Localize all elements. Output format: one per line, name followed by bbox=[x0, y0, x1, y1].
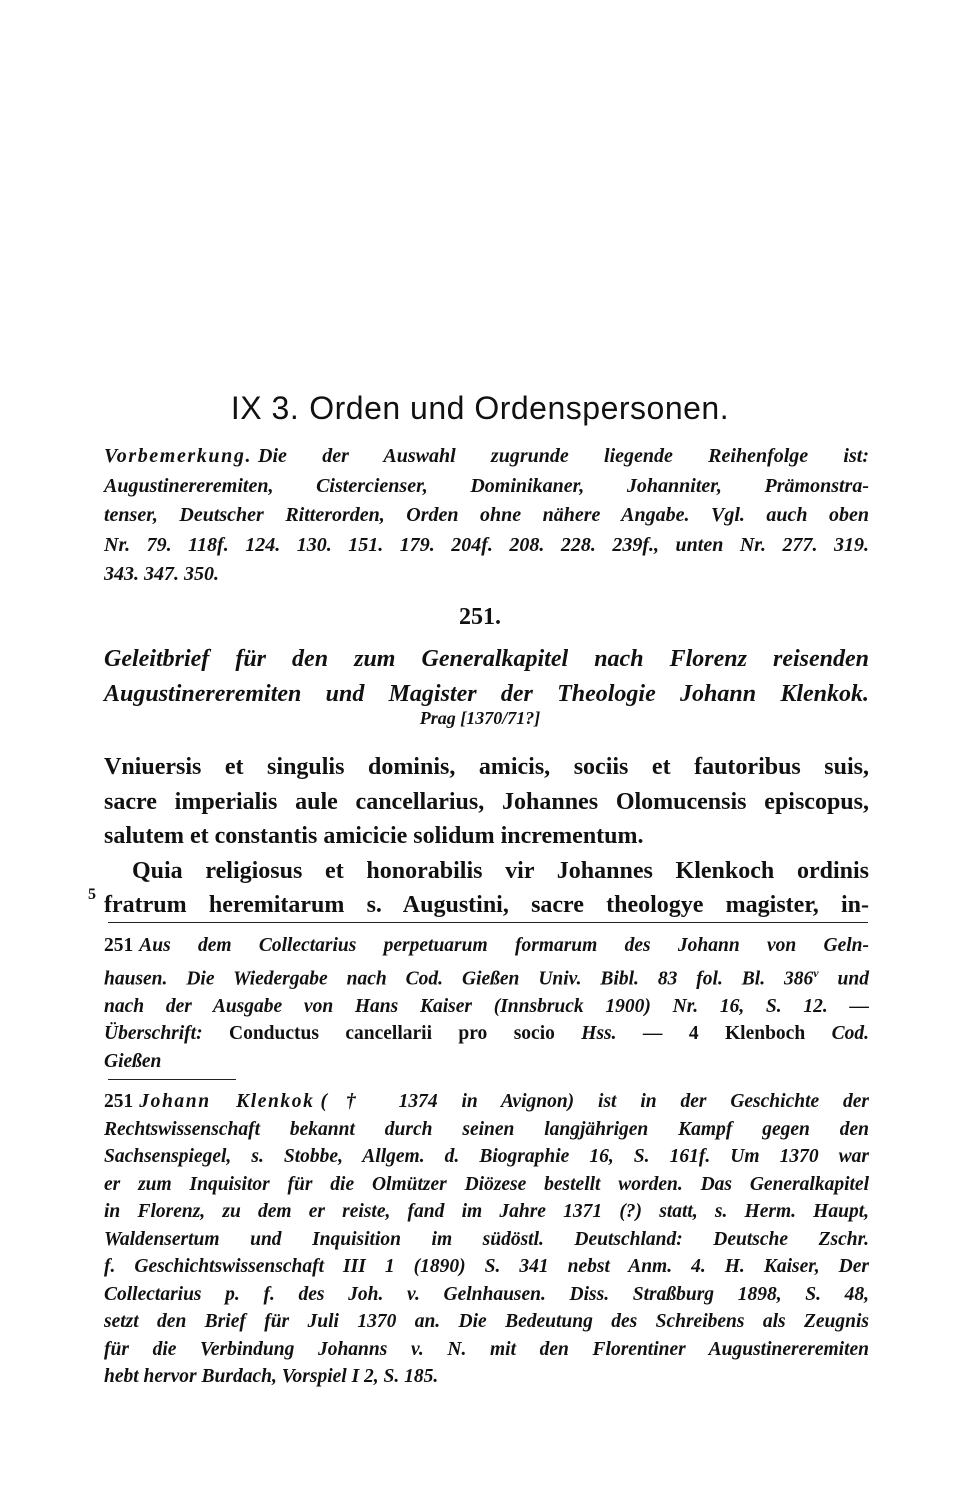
intro-line-1: Vorbemerkung. Die der Auswahl zugrunde liegende Reihenfolge ist: bbox=[104, 445, 869, 467]
folio-superscript: v bbox=[813, 965, 819, 980]
apparatus-divider bbox=[108, 922, 868, 923]
text-line-3: salutem et constantis amicicie solidum incrementum. bbox=[104, 823, 644, 849]
apparatus-line-5: Gießen bbox=[104, 1050, 162, 1072]
line-number-marker: 5 bbox=[88, 886, 96, 903]
document-text bbox=[104, 750, 869, 923]
document-title-line-1: Geleitbrief für den zum Generalkapitel nach Florenz reisenden bbox=[104, 646, 869, 672]
chapter-title: Orden und Ordenspersonen. bbox=[309, 390, 730, 426]
commentary-note bbox=[104, 1088, 869, 1391]
commentary-divider bbox=[108, 1079, 236, 1080]
apparatus-line-3: nach der Ausgabe von Hans Kaiser (Innsbruck 1900) Nr. 16, S. 12. — bbox=[104, 995, 869, 1017]
document-number: 251. bbox=[459, 604, 501, 630]
text-line-2: sacre imperialis aule cancellarius, Johannes Olomucensis episcopus, bbox=[104, 788, 869, 815]
commentary-ref: 251 bbox=[104, 1091, 134, 1112]
commentary-line-6: Waldensertum und Inquisition im südöstl. Deutschland: Deutsche Zschr. bbox=[104, 1228, 869, 1250]
intro-line-4: Nr. 79. 118f. 124. 130. 151. 179. 204f. 208. 228. 239f., unten Nr. 277. 319. bbox=[104, 533, 869, 556]
document-title bbox=[104, 642, 869, 712]
critical-apparatus bbox=[104, 932, 869, 1075]
text-line-4: Quia religiosus et honorabilis vir Johannes Klenkoch ordinis bbox=[132, 857, 869, 884]
text-line-5: fratrum heremitarum s. Augustini, sacre theologye magister, in- bbox=[104, 892, 869, 918]
preliminary-note bbox=[104, 442, 869, 590]
chapter-heading bbox=[0, 390, 960, 427]
commentary-line-11: hebt hervor Burdach, Vorspiel I 2, S. 185. bbox=[104, 1366, 439, 1387]
commentary-line-4: er zum Inquisitor für die Olmützer Diözese bestellt worden. Das Generalkapitel bbox=[104, 1173, 869, 1195]
commentary-line-3: Sachsenspiegel, s. Stobbe, Allgem. d. Biographie 16, S. 161f. Um 1370 war bbox=[104, 1146, 869, 1167]
commentary-line-2: Rechtswissenschaft bekannt durch seinen langjährigen Kampf gegen den bbox=[104, 1118, 869, 1140]
text-line-1: Vniuersis et singulis dominis, amicis, sociis et fautoribus suis, bbox=[104, 754, 869, 780]
commentary-line-9: setzt den Brief für Juli 1370 an. Die Bedeutung des Schreibens als Zeugnis bbox=[104, 1311, 869, 1332]
apparatus-line-2: hausen. Die Wiedergabe nach Cod. Gießen Univ. Bibl. 83 fol. Bl. 386$^v$ und bbox=[104, 965, 869, 989]
intro-line-2: Augustinereremiten, Cistercienser, Dominikaner, Johanniter, Prämonstra- bbox=[104, 474, 869, 497]
intro-label: Vorbemerkung. bbox=[104, 445, 253, 467]
document-title-line-2: Augustinereremiten und Magister der Theologie Johann Klenkok. bbox=[104, 681, 869, 707]
chapter-number: IX 3. bbox=[230, 390, 300, 426]
place-date: Prag [1370/71?] bbox=[419, 708, 541, 728]
apparatus-line-1: 251 Aus dem Collectarius perpetuarum formarum des Johann von Geln- bbox=[104, 935, 869, 956]
apparatus-line-4: Überschrift: Conductus cancellarii pro socio Hss. — 4 Klenboch Cod. bbox=[104, 1023, 869, 1044]
commentary-line-8: Collectarius p. f. des Joh. v. Gelnhausen. Diss. Straßburg 1898, S. 48, bbox=[104, 1283, 869, 1305]
intro-line-5: 343. 347. 350. bbox=[104, 563, 219, 585]
commentary-line-10: für die Verbindung Johanns v. N. mit den Florentiner Augustinereremiten bbox=[104, 1338, 869, 1360]
intro-line-3: tenser, Deutscher Ritterorden, Orden ohne nähere Angabe. Vgl. auch oben bbox=[104, 504, 869, 526]
apparatus-ref: 251 bbox=[104, 935, 134, 956]
commentary-name: Johann Klenkok bbox=[139, 1091, 315, 1112]
commentary-line-1: 251 Johann Klenkok († 1374 in Avignon) ist in der Geschichte der bbox=[104, 1091, 870, 1112]
commentary-line-5: in Florenz, zu dem er reiste, fand im Jahre 1371 (?) statt, s. Herm. Haupt, bbox=[104, 1201, 869, 1222]
commentary-line-7: f. Geschichtswissenschaft III 1 (1890) S. 341 nebst Anm. 4. H. Kaiser, Der bbox=[104, 1256, 869, 1277]
